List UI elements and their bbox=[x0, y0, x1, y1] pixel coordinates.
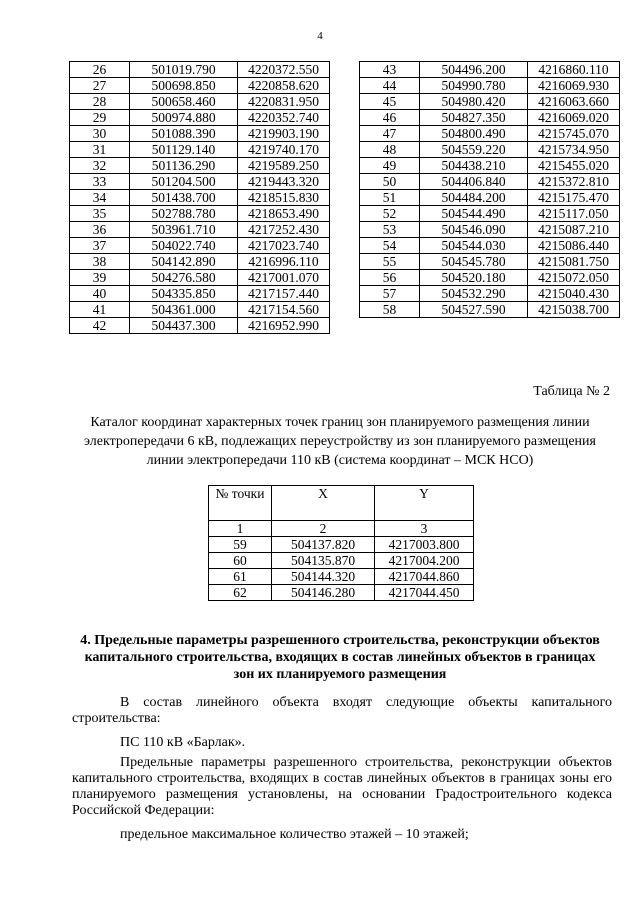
y-value: 4219903.190 bbox=[238, 126, 330, 142]
x-value: 504827.350 bbox=[420, 110, 528, 126]
x-value: 504146.280 bbox=[272, 585, 375, 601]
y-value: 4217154.560 bbox=[238, 302, 330, 318]
x-value: 504800.490 bbox=[420, 126, 528, 142]
table-row bbox=[70, 286, 330, 302]
y-value: 4217157.440 bbox=[238, 286, 330, 302]
point-number: 54 bbox=[360, 238, 420, 254]
y-value: 4218515.830 bbox=[238, 190, 330, 206]
x-value: 504559.220 bbox=[420, 142, 528, 158]
table-row bbox=[70, 270, 330, 286]
y-value: 4217044.450 bbox=[375, 585, 474, 601]
y-value: 4216069.020 bbox=[528, 110, 620, 126]
point-number: 61 bbox=[209, 569, 272, 585]
point-number: 60 bbox=[209, 553, 272, 569]
table-row bbox=[70, 222, 330, 238]
x-value: 504361.000 bbox=[130, 302, 238, 318]
table-row bbox=[360, 142, 620, 158]
table-row bbox=[360, 158, 620, 174]
x-value: 501019.790 bbox=[130, 62, 238, 78]
point-number: 43 bbox=[360, 62, 420, 78]
index-cell: 3 bbox=[375, 521, 474, 537]
x-value: 504406.840 bbox=[420, 174, 528, 190]
table-row bbox=[209, 585, 474, 601]
point-number: 36 bbox=[70, 222, 130, 238]
header-y: Y bbox=[375, 486, 474, 521]
table-row bbox=[360, 62, 620, 78]
x-value: 503961.710 bbox=[130, 222, 238, 238]
y-value: 4215372.810 bbox=[528, 174, 620, 190]
point-number: 49 bbox=[360, 158, 420, 174]
paragraph: В состав линейного объекта входят следующие объекты капитального строительства: bbox=[72, 695, 612, 726]
y-value: 4215072.050 bbox=[528, 270, 620, 286]
y-value: 4219443.320 bbox=[238, 174, 330, 190]
y-value: 4220831.950 bbox=[238, 94, 330, 110]
point-number: 28 bbox=[70, 94, 130, 110]
point-number: 53 bbox=[360, 222, 420, 238]
x-value: 504520.180 bbox=[420, 270, 528, 286]
point-number: 45 bbox=[360, 94, 420, 110]
y-value: 4219740.170 bbox=[238, 142, 330, 158]
point-number: 30 bbox=[70, 126, 130, 142]
x-value: 504437.300 bbox=[130, 318, 238, 334]
x-value: 504438.210 bbox=[420, 158, 528, 174]
y-value: 4215040.430 bbox=[528, 286, 620, 302]
point-number: 34 bbox=[70, 190, 130, 206]
point-number: 57 bbox=[360, 286, 420, 302]
point-number: 46 bbox=[360, 110, 420, 126]
x-value: 504546.090 bbox=[420, 222, 528, 238]
x-value: 504980.420 bbox=[420, 94, 528, 110]
table-row bbox=[360, 286, 620, 302]
x-value: 504135.870 bbox=[272, 553, 375, 569]
y-value: 4215455.020 bbox=[528, 158, 620, 174]
paragraph: предельное максимальное количество этажей – 10 этажей; bbox=[120, 827, 469, 842]
section-heading: 4. Предельные параметры разрешенного строительства, реконструкции объектов капитального строительства, входящих в состав линейных объектов в границах зон их планируемого размещения bbox=[80, 633, 600, 682]
point-number: 41 bbox=[70, 302, 130, 318]
coordinates-table-left bbox=[69, 61, 330, 334]
table-row bbox=[70, 302, 330, 318]
point-number: 31 bbox=[70, 142, 130, 158]
x-value: 504144.320 bbox=[272, 569, 375, 585]
point-number: 52 bbox=[360, 206, 420, 222]
point-number: 42 bbox=[70, 318, 130, 334]
x-value: 504527.590 bbox=[420, 302, 528, 318]
point-number: 29 bbox=[70, 110, 130, 126]
y-value: 4220352.740 bbox=[238, 110, 330, 126]
y-value: 4215117.050 bbox=[528, 206, 620, 222]
x-value: 504137.820 bbox=[272, 537, 375, 553]
y-value: 4216952.990 bbox=[238, 318, 330, 334]
y-value: 4217003.800 bbox=[375, 537, 474, 553]
point-number: 55 bbox=[360, 254, 420, 270]
y-value: 4217023.740 bbox=[238, 238, 330, 254]
table-row bbox=[70, 254, 330, 270]
table-row bbox=[70, 94, 330, 110]
table-row bbox=[360, 222, 620, 238]
y-value: 4215745.070 bbox=[528, 126, 620, 142]
coordinates-table-right bbox=[359, 61, 620, 318]
table-caption: Каталог координат характерных точек границ зон планируемого размещения линии электропередачи 6 кВ, подлежащих переустройству из зон планируемого размещения линии электропередачи 110 кВ (система координат – МСК НСО) bbox=[84, 415, 596, 468]
y-value: 4215086.440 bbox=[528, 238, 620, 254]
table-row bbox=[70, 110, 330, 126]
x-value: 504022.740 bbox=[130, 238, 238, 254]
table-row bbox=[360, 126, 620, 142]
point-number: 62 bbox=[209, 585, 272, 601]
y-value: 4218653.490 bbox=[238, 206, 330, 222]
y-value: 4219589.250 bbox=[238, 158, 330, 174]
table-row bbox=[360, 174, 620, 190]
point-number: 56 bbox=[360, 270, 420, 286]
table-row bbox=[70, 318, 330, 334]
page-number: 4 bbox=[317, 30, 323, 42]
y-value: 4215087.210 bbox=[528, 222, 620, 238]
table-row bbox=[360, 110, 620, 126]
header-x: X bbox=[272, 486, 375, 521]
table-row bbox=[209, 569, 474, 585]
x-value: 504276.580 bbox=[130, 270, 238, 286]
y-value: 4216996.110 bbox=[238, 254, 330, 270]
x-value: 501129.140 bbox=[130, 142, 238, 158]
table-row bbox=[209, 553, 474, 569]
x-value: 504544.030 bbox=[420, 238, 528, 254]
y-value: 4216860.110 bbox=[528, 62, 620, 78]
header-point-number: № точки bbox=[209, 486, 272, 521]
catalog-index-row bbox=[209, 521, 474, 537]
point-number: 27 bbox=[70, 78, 130, 94]
table-number: Таблица № 2 bbox=[533, 384, 610, 399]
table-row bbox=[360, 254, 620, 270]
x-value: 504544.490 bbox=[420, 206, 528, 222]
point-number: 59 bbox=[209, 537, 272, 553]
y-value: 4220372.550 bbox=[238, 62, 330, 78]
table-row bbox=[360, 206, 620, 222]
table-row bbox=[70, 238, 330, 254]
table-row bbox=[360, 270, 620, 286]
point-number: 35 bbox=[70, 206, 130, 222]
index-cell: 2 bbox=[272, 521, 375, 537]
y-value: 4220858.620 bbox=[238, 78, 330, 94]
y-value: 4217044.860 bbox=[375, 569, 474, 585]
point-number: 40 bbox=[70, 286, 130, 302]
paragraph: ПС 110 кВ «Барлак». bbox=[120, 735, 246, 750]
point-number: 47 bbox=[360, 126, 420, 142]
point-number: 26 bbox=[70, 62, 130, 78]
table-row bbox=[360, 190, 620, 206]
table-row bbox=[360, 94, 620, 110]
catalog-table bbox=[208, 485, 474, 601]
x-value: 504532.290 bbox=[420, 286, 528, 302]
y-value: 4216069.930 bbox=[528, 78, 620, 94]
x-value: 500658.460 bbox=[130, 94, 238, 110]
point-number: 58 bbox=[360, 302, 420, 318]
table-row bbox=[70, 206, 330, 222]
y-value: 4217252.430 bbox=[238, 222, 330, 238]
table-row bbox=[209, 537, 474, 553]
point-number: 39 bbox=[70, 270, 130, 286]
index-cell: 1 bbox=[209, 521, 272, 537]
point-number: 37 bbox=[70, 238, 130, 254]
table-row bbox=[70, 142, 330, 158]
x-value: 500974.880 bbox=[130, 110, 238, 126]
y-value: 4217001.070 bbox=[238, 270, 330, 286]
table-row bbox=[360, 302, 620, 318]
table-row bbox=[70, 62, 330, 78]
point-number: 48 bbox=[360, 142, 420, 158]
x-value: 500698.850 bbox=[130, 78, 238, 94]
x-value: 504484.200 bbox=[420, 190, 528, 206]
table-row bbox=[70, 174, 330, 190]
point-number: 51 bbox=[360, 190, 420, 206]
x-value: 504335.850 bbox=[130, 286, 238, 302]
y-value: 4217004.200 bbox=[375, 553, 474, 569]
paragraph: Предельные параметры разрешенного строительства, реконструкции объектов капитального строительства, входящих в состав линейных объектов в границах зоны его планируемого размещения установлены, на основании Градостроительного кодекса Российской Федерации: bbox=[72, 755, 612, 818]
x-value: 501136.290 bbox=[130, 158, 238, 174]
x-value: 501438.700 bbox=[130, 190, 238, 206]
point-number: 32 bbox=[70, 158, 130, 174]
table-row bbox=[70, 158, 330, 174]
y-value: 4215734.950 bbox=[528, 142, 620, 158]
x-value: 504496.200 bbox=[420, 62, 528, 78]
table-row bbox=[360, 78, 620, 94]
x-value: 504142.890 bbox=[130, 254, 238, 270]
x-value: 504990.780 bbox=[420, 78, 528, 94]
table-row bbox=[360, 238, 620, 254]
catalog-header-row bbox=[209, 486, 474, 521]
point-number: 38 bbox=[70, 254, 130, 270]
point-number: 50 bbox=[360, 174, 420, 190]
point-number: 33 bbox=[70, 174, 130, 190]
table-row bbox=[70, 78, 330, 94]
y-value: 4215175.470 bbox=[528, 190, 620, 206]
y-value: 4216063.660 bbox=[528, 94, 620, 110]
point-number: 44 bbox=[360, 78, 420, 94]
x-value: 504545.780 bbox=[420, 254, 528, 270]
y-value: 4215038.700 bbox=[528, 302, 620, 318]
x-value: 502788.780 bbox=[130, 206, 238, 222]
y-value: 4215081.750 bbox=[528, 254, 620, 270]
x-value: 501088.390 bbox=[130, 126, 238, 142]
table-row bbox=[70, 126, 330, 142]
x-value: 501204.500 bbox=[130, 174, 238, 190]
table-row bbox=[70, 190, 330, 206]
